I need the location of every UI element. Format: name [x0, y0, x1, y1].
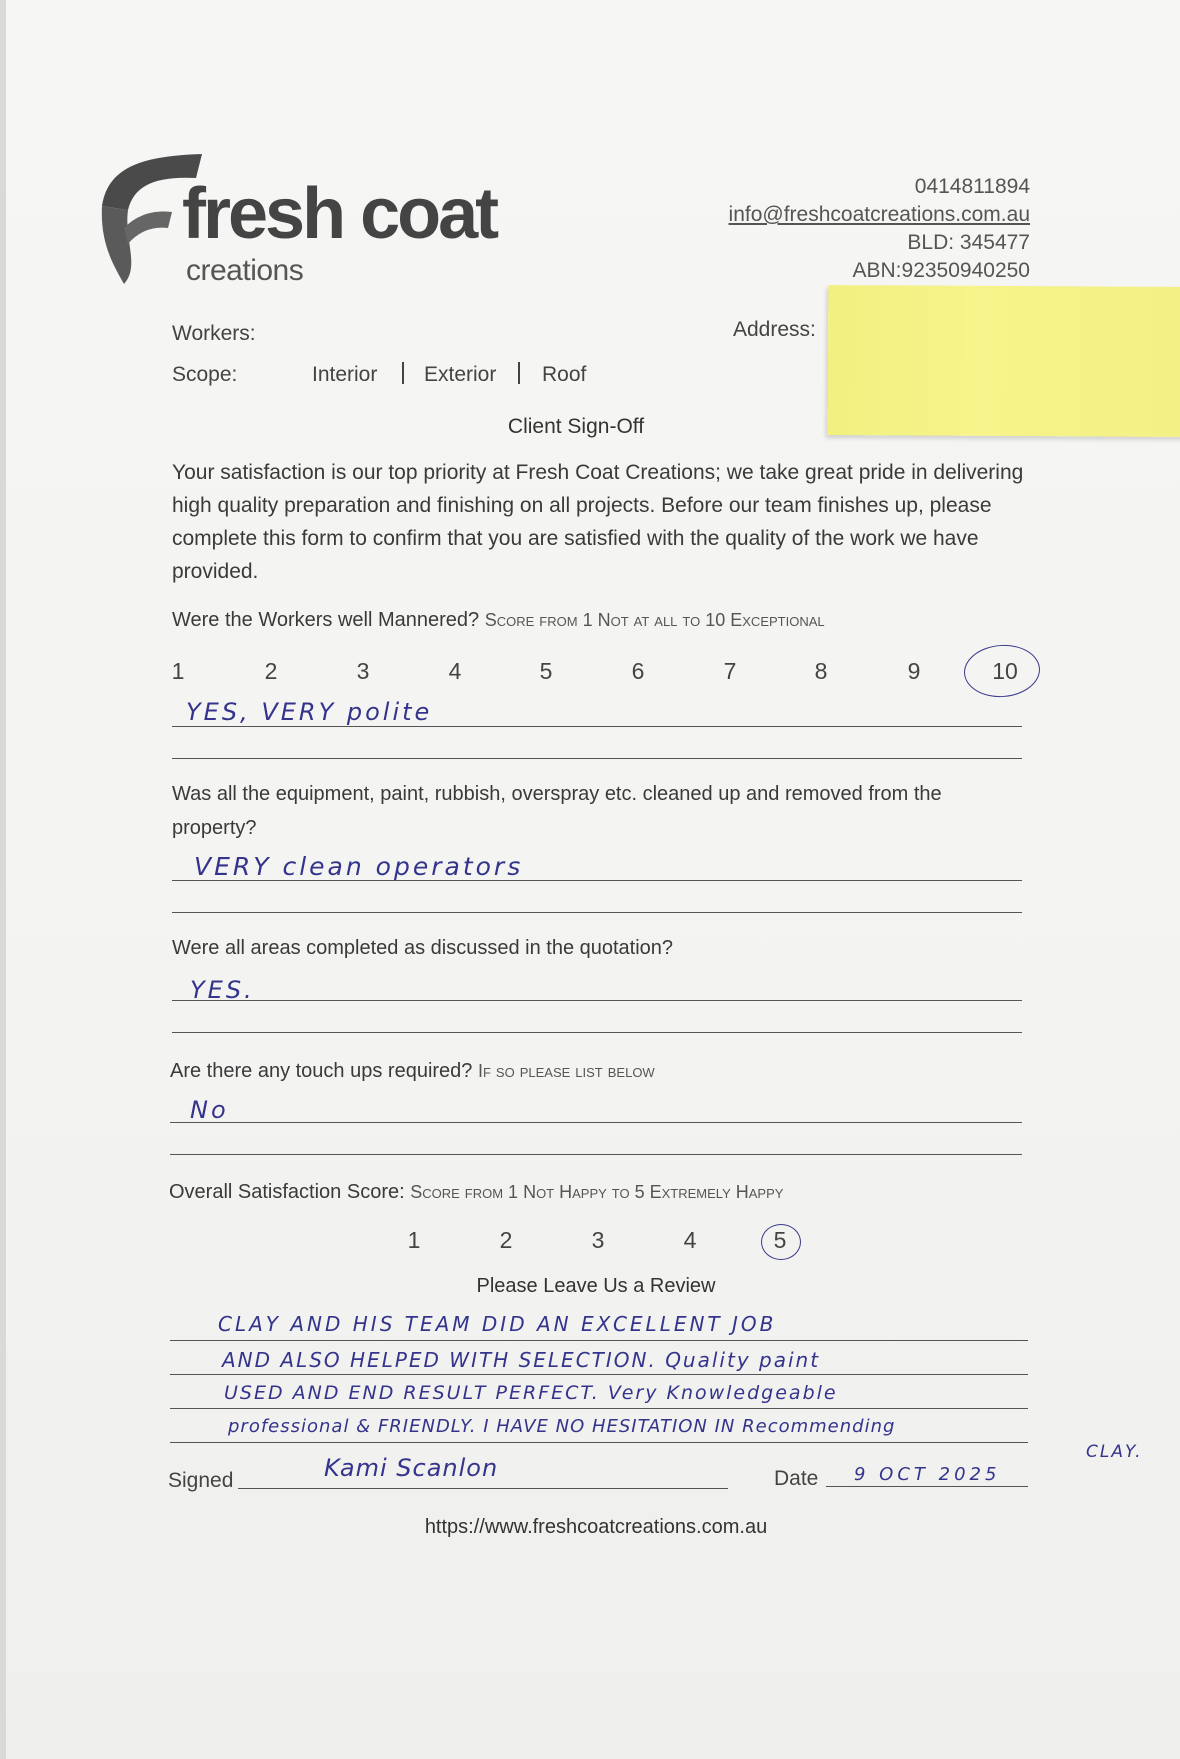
overall-score-1[interactable]: 1	[407, 1227, 421, 1253]
review-line-4: professional & FRIENDLY. I HAVE NO HESITATION IN Recommending	[228, 1416, 896, 1437]
question-overall-text: Overall Satisfaction Score:	[169, 1181, 405, 1203]
question-cleanup-cont: property?	[172, 817, 257, 839]
date-line	[826, 1486, 1028, 1487]
manners-score-1[interactable]: 1	[171, 658, 185, 684]
touch-ups-answer: No	[190, 1096, 229, 1124]
question-overall-hint: Score from 1 Not Happy to 5 Extremely Happy	[410, 1182, 784, 1202]
cleanup-answer: VERY clean operators	[194, 852, 524, 881]
question-manners-text: Were the Workers well Mannered?	[172, 609, 480, 631]
answer-line	[172, 912, 1022, 913]
contact-email[interactable]: info@freshcoatcreations.com.au	[728, 203, 1030, 226]
question-touch-ups	[170, 1061, 655, 1081]
contact-bld: BLD: 345477	[907, 231, 1030, 254]
overall-score-5[interactable]: 5	[773, 1227, 787, 1253]
workers-label: Workers:	[172, 322, 256, 345]
footer-url[interactable]: https://www.freshcoatcreations.com.au	[424, 1516, 768, 1538]
answer-line	[170, 1154, 1022, 1155]
intro-paragraph: Your satisfaction is our top priority at Fresh Coat Creations; we take great pride in delivering high quality preparation and finishing on all projects. Before our team finishes up, please complete this form to confirm that you are satisfied with the quality of the work we have provided.	[172, 461, 1024, 583]
question-manners-hint: Score from 1 Not at all to 10 Exceptional	[484, 610, 825, 630]
scope-label: Scope:	[172, 363, 238, 386]
review-overflow: CLAY.	[1086, 1442, 1143, 1462]
review-line-1: CLAY AND HIS TEAM DID AN EXCELLENT JOB	[218, 1312, 777, 1336]
review-line	[170, 1340, 1028, 1341]
manners-score-6[interactable]: 6	[631, 658, 645, 684]
signature-line	[238, 1488, 728, 1489]
review-line	[170, 1408, 1028, 1409]
answer-line	[172, 1032, 1022, 1033]
signature: Kami Scanlon	[324, 1454, 499, 1482]
review-heading: Please Leave Us a Review	[476, 1275, 716, 1297]
contact-phone: 0414811894	[914, 175, 1030, 198]
question-touch-ups-hint: If so please list below	[477, 1061, 655, 1081]
address-label: Address:	[733, 318, 816, 341]
brand-subtitle: creations	[186, 254, 304, 287]
brand-name: fresh coat	[182, 174, 497, 254]
overall-score-2[interactable]: 2	[499, 1227, 513, 1253]
scope-option-exterior: Exterior	[424, 363, 497, 386]
question-cleanup: Was all the equipment, paint, rubbish, overspray etc. cleaned up and removed from the	[172, 783, 942, 805]
answer-line	[172, 726, 1022, 727]
quotation-answer: YES.	[190, 976, 255, 1004]
manners-score-7[interactable]: 7	[723, 658, 737, 684]
manners-score-8[interactable]: 8	[814, 658, 828, 684]
scope-divider	[518, 362, 520, 384]
question-quotation: Were all areas completed as discussed in the quotation?	[172, 937, 674, 959]
date-value: 9 OCT 2025	[854, 1464, 1001, 1485]
answer-line	[172, 880, 1022, 881]
overall-score-4[interactable]: 4	[683, 1227, 697, 1253]
scope-divider	[402, 362, 404, 384]
answer-line	[170, 1122, 1022, 1123]
review-line-2: AND ALSO HELPED WITH SELECTION. Quality paint	[222, 1348, 821, 1372]
overall-score-3[interactable]: 3	[591, 1227, 605, 1253]
manners-score-5[interactable]: 5	[539, 658, 553, 684]
manners-score-9[interactable]: 9	[907, 658, 921, 684]
manners-score-2[interactable]: 2	[264, 658, 278, 684]
selected-score-circle	[962, 642, 1041, 699]
review-line	[170, 1442, 1028, 1443]
question-manners	[172, 610, 825, 630]
manners-score-3[interactable]: 3	[356, 658, 370, 684]
scope-option-roof: Roof	[542, 363, 587, 386]
manners-answer: YES, VERY polite	[186, 698, 433, 726]
answer-line	[172, 1000, 1022, 1001]
contact-abn: ABN:92350940250	[852, 259, 1030, 282]
manners-score-10[interactable]: 10	[992, 658, 1018, 684]
question-overall	[169, 1182, 783, 1202]
scope-option-interior: Interior	[312, 363, 378, 386]
review-line-3: USED AND END RESULT PERFECT. Very Knowledgeable	[224, 1382, 838, 1404]
review-line	[170, 1374, 1028, 1375]
answer-line	[172, 758, 1022, 759]
signed-label: Signed	[168, 1469, 234, 1492]
sticky-note-redaction	[828, 285, 1180, 437]
selected-score-circle	[761, 1224, 801, 1260]
question-touch-ups-text: Are there any touch ups required?	[170, 1060, 473, 1082]
manners-score-4[interactable]: 4	[448, 658, 462, 684]
form-title: Client Sign-Off	[507, 415, 645, 438]
date-label: Date	[774, 1467, 819, 1490]
